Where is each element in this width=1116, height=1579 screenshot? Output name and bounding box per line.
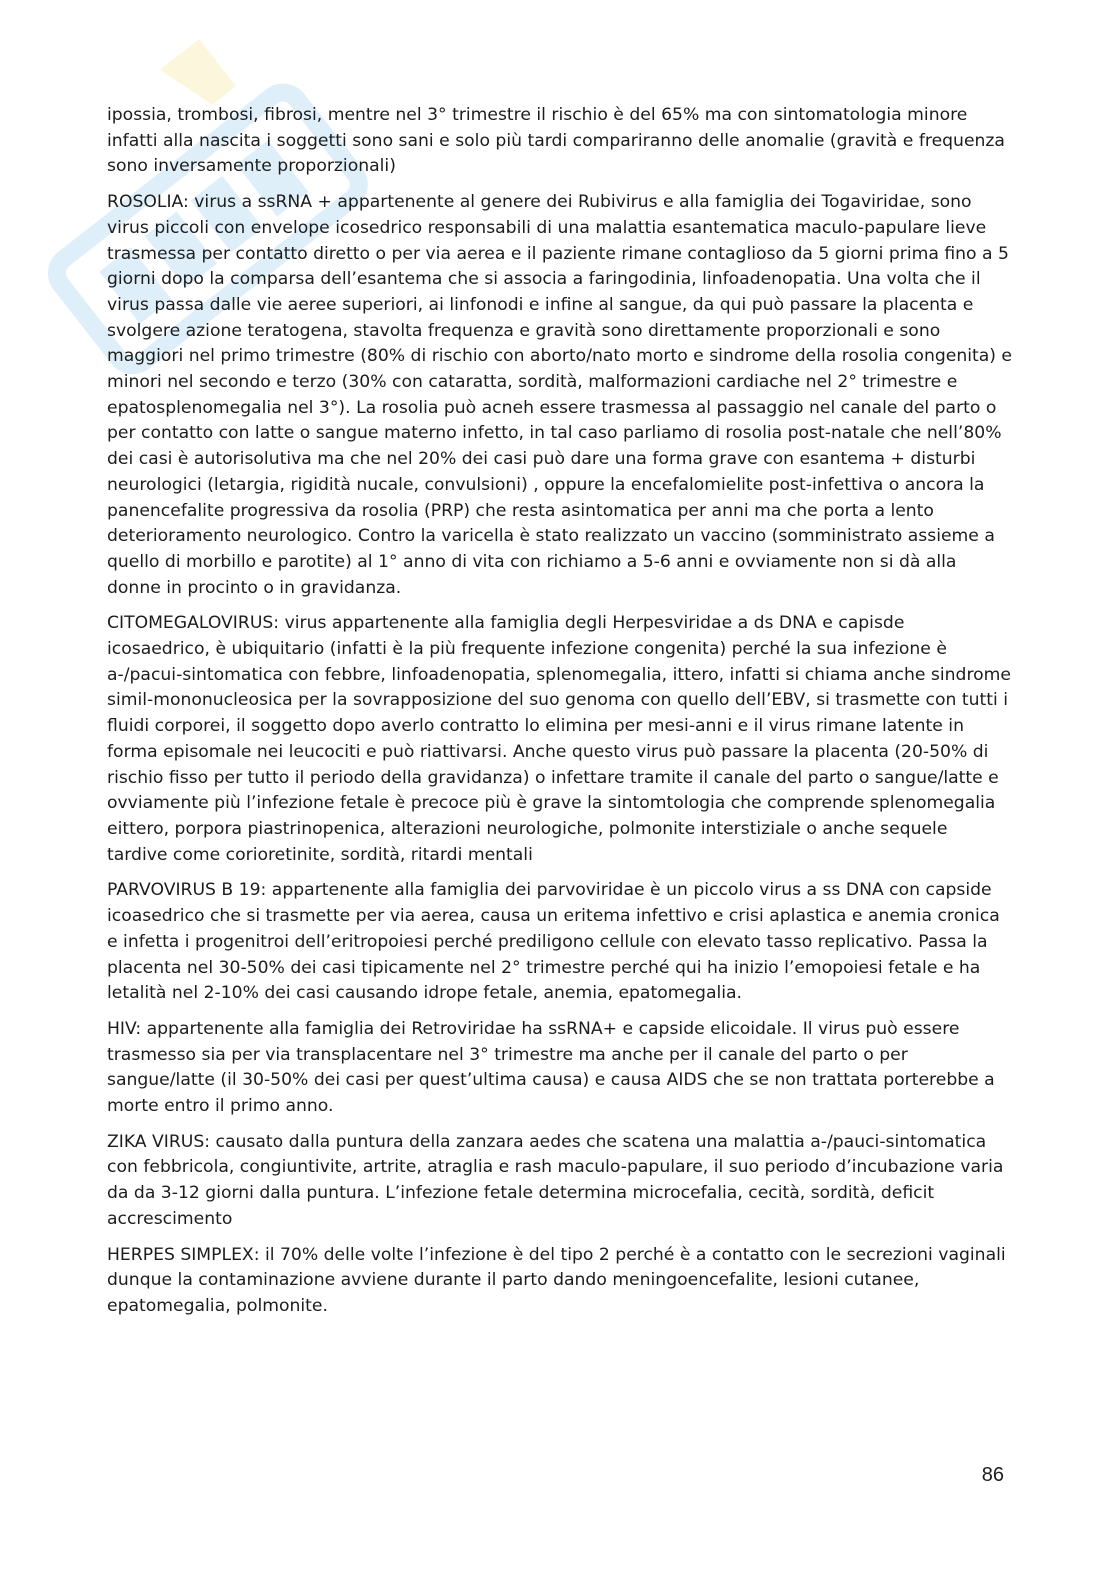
paragraph-hiv: HIV: appartenente alla famiglia dei Retroviridae ha ssRNA+ e capside elicoidale. Il virus può essere trasmesso sia per via transplacentare nel 3° trimestre ma anche per il canale del parto o per sangue/latte (il 30-50% dei casi per quest’ultima causa) e causa AIDS che se non trattata porterebbe a morte entro il primo anno. bbox=[107, 1018, 995, 1117]
document-body bbox=[107, 103, 1012, 1330]
page-number: 86 bbox=[981, 1464, 1004, 1486]
paragraph-zika-virus: ZIKA VIRUS: causato dalla puntura della zanzara aedes che scatena una malattia a-/pauci-sintomatica con febbricola, congiuntivite, artrite, atraglia e rash maculo-papulare, il suo periodo d’incubazione varia da da 3-12 giorni dalla puntura. L’infezione fetale determina microcefalia, cecità, sordità, deficit accrescimento bbox=[107, 1131, 1004, 1229]
paragraph-intro: ipossia, trombosi, fibrosi, mentre nel 3° trimestre il rischio è del 65% ma con sintomatologia minore infatti alla nascita i soggetti sono sani e solo più tardi compariranno delle anomalie (gravità e frequenza sono inversamente proporzionali) bbox=[107, 105, 1005, 177]
paragraph-herpes-simplex: HERPES SIMPLEX: il 70% delle volte l’infezione è del tipo 2 perché è a contatto con le secrezioni vaginali dunque la contaminazione avviene durante il parto dando meningoencefalite, lesioni cutanee, epatomegalia, polmonite. bbox=[107, 1244, 1006, 1316]
paragraph-parvovirus: PARVOVIRUS B 19: appartenente alla famiglia dei parvoviridae è un piccolo virus a ss DNA con capside icoasedrico che si trasmette per via aerea, causa un eritema infettivo e crisi aplastica e anemia cronica e infetta i progenitroi dell’eritropoiesi perché prediligono cellule con elevato tasso replicativo. Passa la placenta nel 30-50% dei casi tipicamente nel 2° trimestre perché qui ha inizio l’emopoiesi fetale e ha letalità nel 2-10% dei casi causando idrope fetale, anemia, epatomegalia. bbox=[107, 880, 1000, 1004]
paragraph-citomegalovirus: CITOMEGALOVIRUS: virus appartenente alla famiglia degli Herpesviridae a ds DNA e capisde icosaedrico, è ubiquitario (infatti è la più frequente infezione congenita) perché la sua infezione è a-/pacui-sintomatica con febbre, linfoadenopatia, splenomegalia, ittero, infatti si chiama anche sindrome simil-mononucleosica per la sovrapposizione del suo genoma con quello dell’EBV, si trasmette con tutti i fluidi corporei, il soggetto dopo averlo contratto lo elimina per mesi-anni e il virus rimane latente in forma episomale nei leucociti e può riattivarsi. Anche questo virus può passare la placenta (20-50% di rischio fisso per tutto il periodo della gravidanza) o infettare tramite il canale del parto o sangue/latte e ovviamente più l’infezione fetale è precoce più è grave la sintomtologia che comprende splenomegalia eittero, porpora piastrinopenica, alterazioni neurologiche, polmonite interstiziale o anche sequele tardive come corioretinite, sordità, ritardi mentali bbox=[107, 613, 1011, 865]
paragraph-rosolia: ROSOLIA: virus a ssRNA + appartenente al genere dei Rubivirus e alla famiglia dei Togaviridae, sono virus piccoli con envelope icosedrico responsabili di una malattia esantematica maculo-papulare lieve trasmessa per contatto diretto o per via aerea e il paziente rimane contaglioso da 5 giorni prima fino a 5 giorni dopo la comparsa dell’esantema che si associa a faringodinia, linfoadenopatia. Una volta che il virus passa dalle vie aeree superiori, ai linfonodi e infine al sangue, da qui può passare la placenta e svolgere azione teratogena, stavolta frequenza e gravità sono direttamente proporzionali e sono maggiori nel primo trimestre (80% di rischio con aborto/nato morto e sindrome della rosolia congenita) e minori nel secondo e terzo (30% con cataratta, sordità, malformazioni cardiache nel 2° trimestre e epatosplenomegalia nel 3°). La rosolia può acneh essere trasmessa al passaggio nel canale del parto o per contatto con latte o sangue materno infetto, in tal caso parliamo di rosolia post-natale che nell’80% dei casi è autorisolutiva ma che nel 20% dei casi può dare una forma grave con esantema + disturbi neurologici (letargia, rigidità nucale, convulsioni) , oppure la encefalomielite post-infettiva o ancora la panencefalite progressiva da rosolia (PRP) che resta asintomatica per anni ma che porta a lento deterioramento neurologico. Contro la varicella è stato realizzato un vaccino (somministrato assieme a quello di morbillo e parotite) al 1° anno di vita con richiamo a 5-6 anni e ovviamente non si dà alla donne in procinto o in gravidanza. bbox=[107, 192, 1013, 598]
